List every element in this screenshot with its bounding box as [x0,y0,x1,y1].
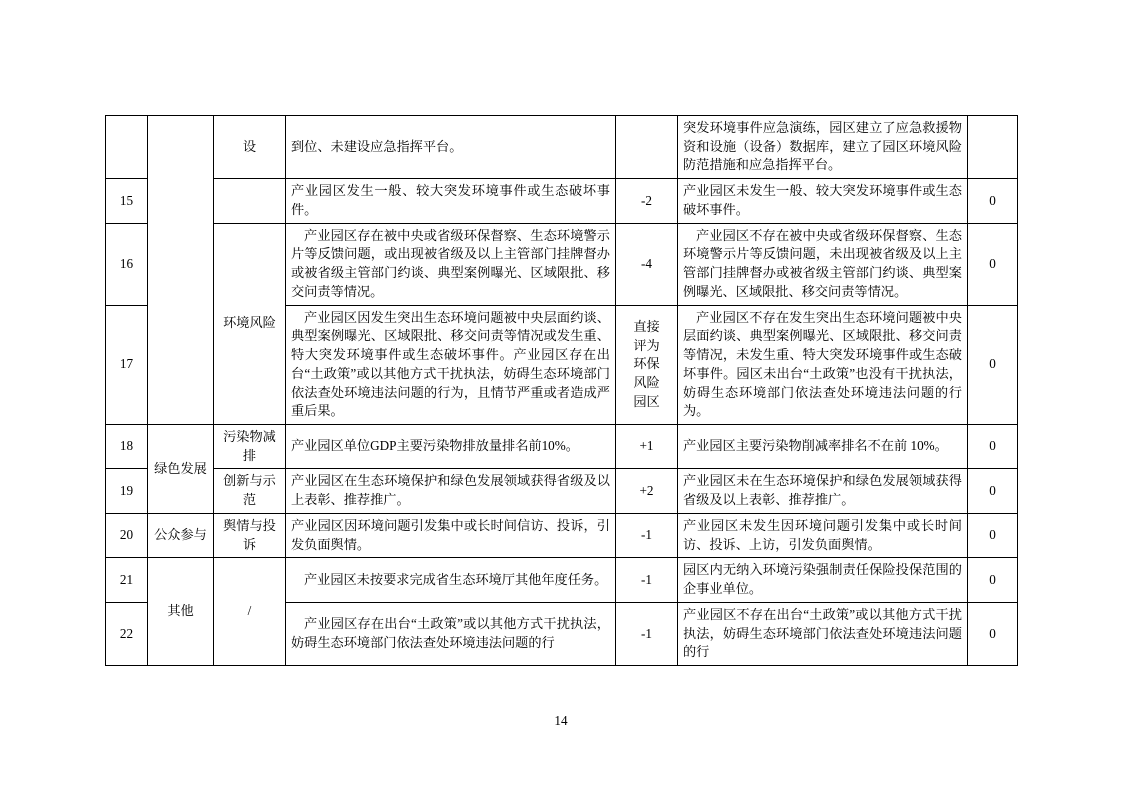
table-row [106,116,1018,179]
row-number: 20 [106,513,148,557]
row-score [616,305,678,424]
assessment-table [105,115,1018,666]
row-value: 0 [968,602,1018,665]
row-status: 产业园区主要污染物削减率排名不在前 10%。 [678,425,968,469]
score-line: 环保 [633,356,660,372]
row-number: 18 [106,425,148,469]
row-description: 产业园区在生态环境保护和绿色发展领域获得省级及以上表彰、推荐推广。 [286,469,616,513]
row-number [106,116,148,179]
row-number: 16 [106,223,148,305]
score-line: 直接 [633,318,660,334]
row-description: 产业园区发生一般、较大突发环境事件或生态破坏事件。 [286,179,616,223]
row-description: 产业园区单位GDP主要污染物排放量排名前10%。 [286,425,616,469]
row-status: 产业园区未发生一般、较大突发环境事件或生态破坏事件。 [678,179,968,223]
row-subcategory: 舆情与投诉 [214,513,286,557]
page-number: 14 [554,713,568,728]
row-category: 其他 [148,558,214,666]
score-line: 风险 [633,375,660,391]
table-row [106,223,1018,305]
row-subcategory: 环境风险 [214,223,286,424]
row-status: 突发环境事件应急演练，园区建立了应急救援物资和设施（设备）数据库，建立了园区环境风险防范措施和应急指挥平台。 [678,116,968,179]
row-number: 21 [106,558,148,602]
row-category [148,116,214,425]
assessment-table-container [105,115,1017,666]
row-value: 0 [968,513,1018,557]
row-value [968,116,1018,179]
score-line: 园区 [633,393,660,409]
table-row [106,425,1018,469]
row-description: 产业园区未按要求完成省生态环境厅其他年度任务。 [286,558,616,602]
row-number: 19 [106,469,148,513]
row-value: 0 [968,469,1018,513]
row-status: 产业园区不存在被中央或省级环保督察、生态环境警示片等反馈问题，未出现被省级及以上主管部门挂牌督办或被省级主管部门约谈、典型案例曝光、区域限批、移交问责等情况。 [678,223,968,305]
table-row [106,469,1018,513]
row-value: 0 [968,558,1018,602]
row-subcategory: 污染物减排 [214,425,286,469]
row-number: 15 [106,179,148,223]
row-description: 产业园区因发生突出生态环境问题被中央层面约谈、典型案例曝光、区域限批、移交问责等情况或发生重、特大突发环境事件或生态破坏事件。产业园区存在出台“土政策”或以其他方式干扰执法，妨碍生态环境部门依法查处环境违法问题的行为，且情节严重或者造成严重后果。 [286,305,616,424]
row-subcategory: / [214,558,286,666]
row-status: 产业园区未发生因环境问题引发集中或长时间访、投诉、上访，引发负面舆情。 [678,513,968,557]
row-description: 到位、未建设应急指挥平台。 [286,116,616,179]
table-row [106,558,1018,602]
row-value: 0 [968,179,1018,223]
row-status: 产业园区不存在出台“土政策”或以其他方式干扰执法，妨碍生态环境部门依法查处环境违法问题的行 [678,602,968,665]
row-score: -1 [616,602,678,665]
row-value: 0 [968,223,1018,305]
row-score: +2 [616,469,678,513]
row-value: 0 [968,305,1018,424]
row-status: 产业园区不存在发生突出生态环境问题被中央层面约谈、典型案例曝光、区域限批、移交问责等情况，未发生重、特大突发环境事件或生态破坏事件。园区未出台“土政策”也没有干扰执法，妨碍生态环境部门依法查处环境违法问题的行为。 [678,305,968,424]
row-category: 公众参与 [148,513,214,557]
row-category: 绿色发展 [148,425,214,514]
row-subcategory [214,179,286,223]
table-row [106,513,1018,557]
row-score: -1 [616,558,678,602]
row-description: 产业园区因环境问题引发集中或长时间信访、投诉，引发负面舆情。 [286,513,616,557]
row-subcategory: 设 [214,116,286,179]
row-score: +1 [616,425,678,469]
row-subcategory: 创新与示范 [214,469,286,513]
table-row [106,179,1018,223]
row-number: 17 [106,305,148,424]
row-status: 产业园区未在生态环境保护和绿色发展领域获得省级及以上表彰、推荐推广。 [678,469,968,513]
row-number: 22 [106,602,148,665]
row-description: 产业园区存在出台“土政策”或以其他方式干扰执法，妨碍生态环境部门依法查处环境违法问题的行 [286,602,616,665]
row-score: -4 [616,223,678,305]
row-value: 0 [968,425,1018,469]
row-description: 产业园区存在被中央或省级环保督察、生态环境警示片等反馈问题，或出现被省级及以上主管部门挂牌督办或被省级主管部门约谈、典型案例曝光、区域限批、移交问责等情况。 [286,223,616,305]
row-score: -1 [616,513,678,557]
score-line: 评为 [633,337,660,353]
row-score: -2 [616,179,678,223]
row-score [616,116,678,179]
row-status: 园区内无纳入环境污染强制责任保险投保范围的企事业单位。 [678,558,968,602]
